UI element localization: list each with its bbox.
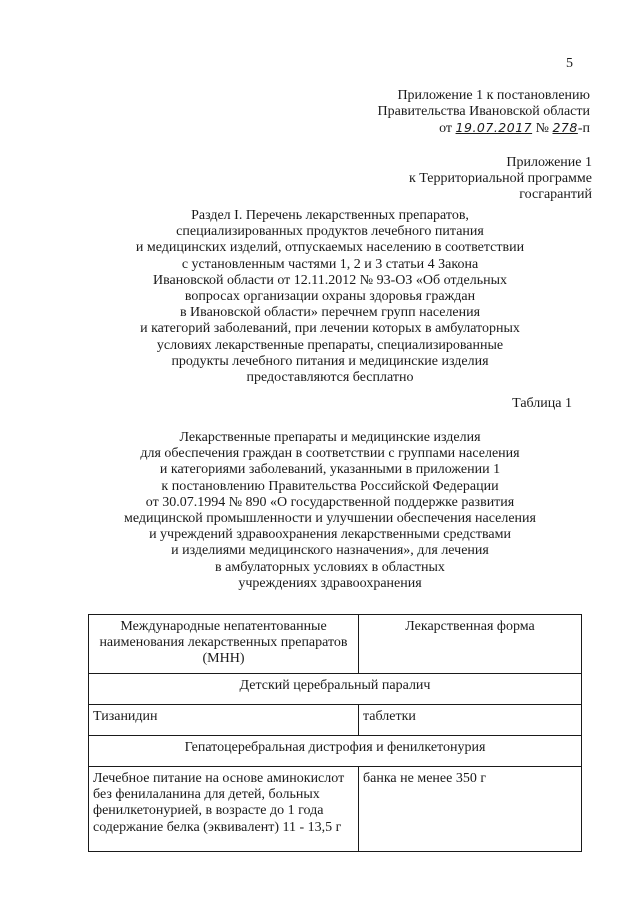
program-header-line: Приложение 1 xyxy=(506,155,592,170)
drug-name-line: Лечебное питание на основе аминокислот xyxy=(93,771,345,786)
appendix-header-line: Приложение 1 к постановлению xyxy=(397,88,590,103)
table-label: Таблица 1 xyxy=(512,396,572,411)
section-title-line: с установленным частями 1, 2 и 3 статьи 4 Закона xyxy=(181,256,479,272)
drug-name-cell xyxy=(89,767,359,852)
table-title-line: от 30.07.1994 № 890 «О государственной поддержке развития xyxy=(145,494,515,510)
appendix-header-line: Правительства Ивановской области xyxy=(377,104,590,120)
date-prefix: от xyxy=(439,121,453,137)
section-title xyxy=(90,208,570,386)
table-group-row xyxy=(89,736,582,767)
drug-name-line: без фенилаланина для детей, больных xyxy=(93,787,320,803)
section-title-line: предоставляются бесплатно xyxy=(246,370,414,386)
header-cell-form: Лекарственная форма xyxy=(359,615,582,674)
section-title-line: в Ивановской области» перечнем групп населения xyxy=(179,305,481,321)
section-title-line: Ивановской области от 12.11.2012 № 93-ОЗ «Об отдельных xyxy=(152,272,507,288)
resolution-number: 278 xyxy=(552,120,578,136)
table-title-line: в амбулаторных условиях в областных xyxy=(215,559,445,575)
group-title: Гепатоцеребральная дистрофия и фенилкетонурия xyxy=(89,736,582,767)
resolution-date: 19.07.2017 xyxy=(455,120,533,136)
table-group-row xyxy=(89,674,582,705)
table-title-line: медицинской промышленности и улучшении обеспечения населения xyxy=(124,511,536,527)
program-header xyxy=(380,155,592,204)
table-title xyxy=(90,430,570,592)
section-title-line: продукты лечебного питания и медицинские изделия xyxy=(171,353,489,369)
section-title-line: вопросах организации охраны здоровья граждан xyxy=(184,289,476,305)
header-cell-inn xyxy=(89,615,359,674)
number-prefix: № xyxy=(535,121,549,137)
program-header-line: к Территориальной программе xyxy=(408,171,592,187)
section-title-line: и медицинских изделий, отпускаемых населению в соответствии xyxy=(135,240,525,256)
section-title-line: Раздел I. Перечень лекарственных препаратов, xyxy=(191,208,469,223)
table-row xyxy=(89,767,582,852)
table-title-line: и учреждений здравоохранения лекарственными средствами xyxy=(149,527,511,543)
table-title-line: Лекарственные препараты и медицинские изделия xyxy=(179,430,481,445)
section-title-line: специализированных продуктов лечебного питания xyxy=(176,224,484,240)
resolution-date-number xyxy=(340,120,590,137)
header-line: Международные непатентованные xyxy=(120,619,327,634)
table-title-line: к постановлению Правительства Российской Федерации xyxy=(161,478,499,494)
number-suffix: -п xyxy=(577,121,590,137)
drug-form-cell: таблетки xyxy=(359,705,582,736)
section-title-line: и категорий заболеваний, при лечении которых в амбулаторных xyxy=(140,321,520,337)
drug-name-cell: Тизанидин xyxy=(89,705,359,736)
table-header-row xyxy=(89,615,582,674)
drug-name-line: содержание белка (эквивалент) 11 - 13,5 г xyxy=(93,819,342,835)
appendix-header xyxy=(340,88,590,138)
program-header-line: госгарантий xyxy=(519,187,592,203)
table-title-line: и изделиями медицинского назначения», для лечения xyxy=(171,543,489,559)
medications-table xyxy=(88,614,582,852)
table-title-line: для обеспечения граждан в соответствии с группами населения xyxy=(140,446,520,462)
page-number: 5 xyxy=(566,56,573,71)
table-row xyxy=(89,705,582,736)
section-title-line: условиях лекарственные препараты, специализированные xyxy=(156,337,504,353)
header-line: наименования лекарственных препаратов xyxy=(99,635,348,651)
drug-name-line: фенилкетонурией, в возрасте до 1 года xyxy=(93,803,324,819)
table-title-line: учреждениях здравоохранения xyxy=(238,575,422,591)
header-line: (МНН) xyxy=(202,651,245,667)
drug-form-cell: банка не менее 350 г xyxy=(359,767,582,852)
table-title-line: и категориями заболеваний, указанными в приложении 1 xyxy=(159,462,501,478)
group-title: Детский церебральный паралич xyxy=(89,674,582,705)
